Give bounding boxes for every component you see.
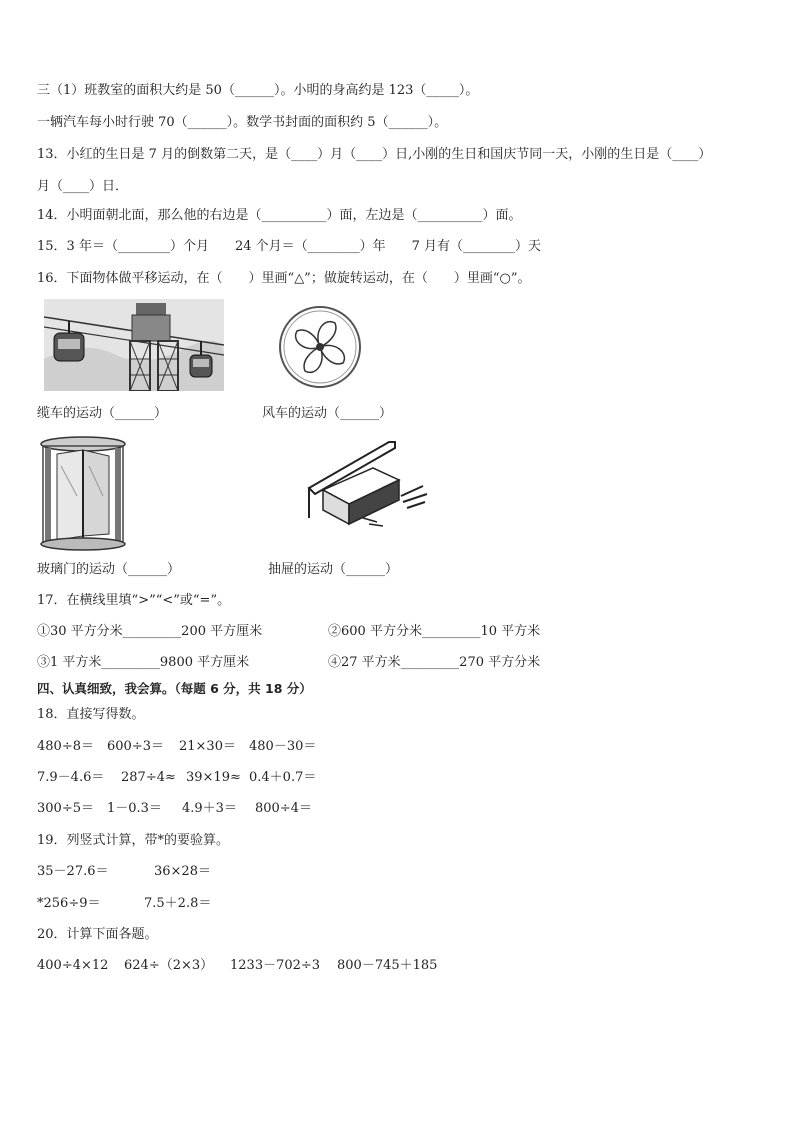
q19-r1-c1: 35－27.6＝: [37, 864, 109, 879]
question-18-title: 18．直接写得数。: [37, 707, 145, 722]
question-15: 15．3 年＝（________）个月 24 个月＝（________）年 7 月有（________）天: [37, 239, 542, 254]
question-17-item-2: ②600 平方分米_________10 平方米: [328, 624, 541, 639]
q18-r3-c2: 1－0.3＝: [107, 801, 162, 816]
drawer-image: [303, 438, 443, 532]
q18-r1-c2: 600÷3＝: [107, 739, 164, 754]
question-17-item-1: ①30 平方分米_________200 平方厘米: [37, 624, 263, 639]
q18-r1-c4: 480－30＝: [249, 739, 317, 754]
revolving-door-image: [37, 436, 129, 552]
q18-r3-c3: 4.9＋3＝: [182, 801, 237, 816]
q18-r2-c2: 287÷4≈: [121, 770, 176, 785]
cable-car-label: 缆车的运动（______）: [37, 406, 168, 421]
q20-item-3: 1233－702÷3: [230, 958, 321, 973]
q20-item-1: 400÷4×12: [37, 958, 109, 973]
q19-r2-c1: *256÷9＝: [37, 896, 101, 911]
question-13-part2: 月（____）日．: [37, 179, 129, 194]
question-17-item-4: ④27 平方米_________270 平方分米: [328, 655, 541, 670]
q19-r1-c2: 36×28＝: [154, 864, 211, 879]
question-14: 14．小明面朝北面，那么他的右边是（__________）面，左边是（__________）面。: [37, 208, 522, 223]
q18-r1-c1: 480÷8＝: [37, 739, 94, 754]
q20-item-4: 800－745＋185: [337, 958, 438, 973]
q18-r2-c1: 7.9－4.6＝: [37, 770, 105, 785]
question-13-part1: 13．小红的生日是 7 月的倒数第二天，是（____）月（____）日,小刚的生日和国庆节同一天，小刚的生日是（____）: [37, 147, 712, 162]
question-17-title: 17．在横线里填“>”“<”或“=”。: [37, 593, 231, 608]
q20-item-2: 624÷（2×3）: [124, 958, 214, 973]
q18-r2-c3: 39×19≈: [186, 770, 241, 785]
q18-r1-c3: 21×30＝: [179, 739, 236, 754]
question-16: 16．下面物体做平移运动，在（ ）里画“△”；做旋转运动，在（ ）里画“○”。: [37, 271, 531, 286]
q18-r3-c4: 800÷4＝: [255, 801, 312, 816]
question-17-item-3: ③1 平方米_________9800 平方厘米: [37, 655, 250, 670]
revolving-door-label: 玻璃门的运动（______）: [37, 562, 181, 577]
question-19-title: 19．列竖式计算，带*的要验算。: [37, 833, 230, 848]
section-4-heading: 四、认真细致，我会算。（每题 6 分，共 18 分）: [37, 681, 312, 696]
q18-r3-c1: 300÷5＝: [37, 801, 94, 816]
q18-r2-c4: 0.4＋0.7＝: [249, 770, 317, 785]
question-20-title: 20．计算下面各题。: [37, 927, 158, 942]
line-classroom-height: 三（1）班教室的面积大约是 50（______）。小明的身高约是 123（_____）。: [37, 83, 479, 98]
windmill-label: 风车的运动（______）: [262, 406, 393, 421]
cable-car-image: [44, 299, 224, 391]
drawer-label: 抽屉的运动（______）: [268, 562, 399, 577]
windmill-image: [273, 303, 367, 391]
line-car-book: 一辆汽车每小时行驶 70（______）。数学书封面的面积约 5（______）。: [37, 115, 448, 130]
q19-r2-c2: 7.5＋2.8＝: [144, 896, 212, 911]
